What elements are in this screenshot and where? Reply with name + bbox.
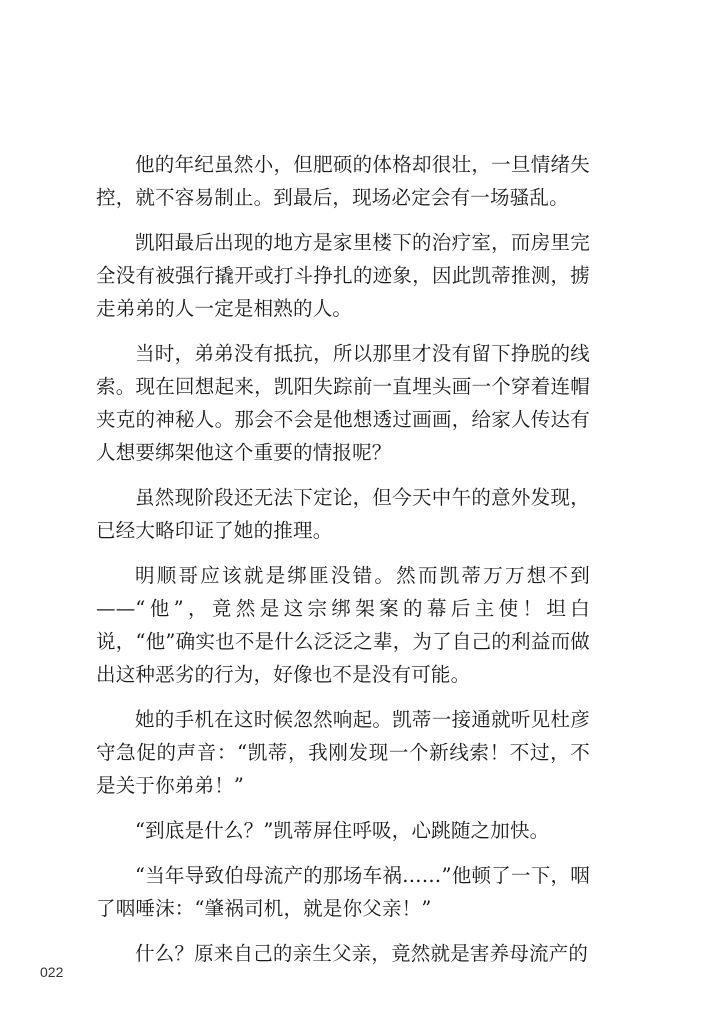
paragraph: 什么？原来自己的亲生父亲，竟然就是害养母流产的: [135, 942, 589, 965]
paragraph: 虽然现阶段还无法下定论，但今天中午的意外发现，已经大略印证了她的推理。: [96, 486, 590, 542]
paragraph: “到底是什么？”凯蒂屏住呼吸，心跳随之加快。: [135, 819, 550, 842]
paragraph: 凯阳最后出现的地方是家里楼下的治疗室，而房里完全没有被强行撬开或打斗挣扎的迹象，因此凯蒂推测，掳走弟弟的人一定是相熟的人。: [96, 231, 590, 320]
paragraph: 他的年纪虽然小，但肥硕的体格却很壮，一旦情绪失控，就不容易制止。到最后，现场必定会有一场骚乱。: [96, 153, 590, 209]
paragraph: 当时，弟弟没有抵抗，所以那里才没有留下挣脱的线索。现在回想起来，凯阳失踪前一直埋头画一个穿着连帽夹克的神秘人。那会不会是他想透过画画，给家人传达有人想要绑架他这个重要的情报呢？: [96, 342, 590, 464]
paragraph: 她的手机在这时候忽然响起。凯蒂一接通就听见杜彦守急促的声音：“凯蒂，我刚发现一个新线索！不过，不是关于你弟弟！”: [96, 708, 590, 797]
paragraph: 明顺哥应该就是绑匪没错。然而凯蒂万万想不到——“他”，竟然是这宗绑架案的幕后主使！坦白说，“他”确实也不是什么泛泛之辈，为了自己的利益而做出这种恶劣的行为，好像也不是没有可能。: [96, 564, 590, 686]
paragraph: “当年导致伯母流产的那场车祸……”他顿了一下，咽了咽唾沫：“肇祸司机，就是你父亲！”: [96, 864, 590, 920]
body-text: [96, 148, 590, 982]
page-number: 022: [40, 964, 64, 980]
